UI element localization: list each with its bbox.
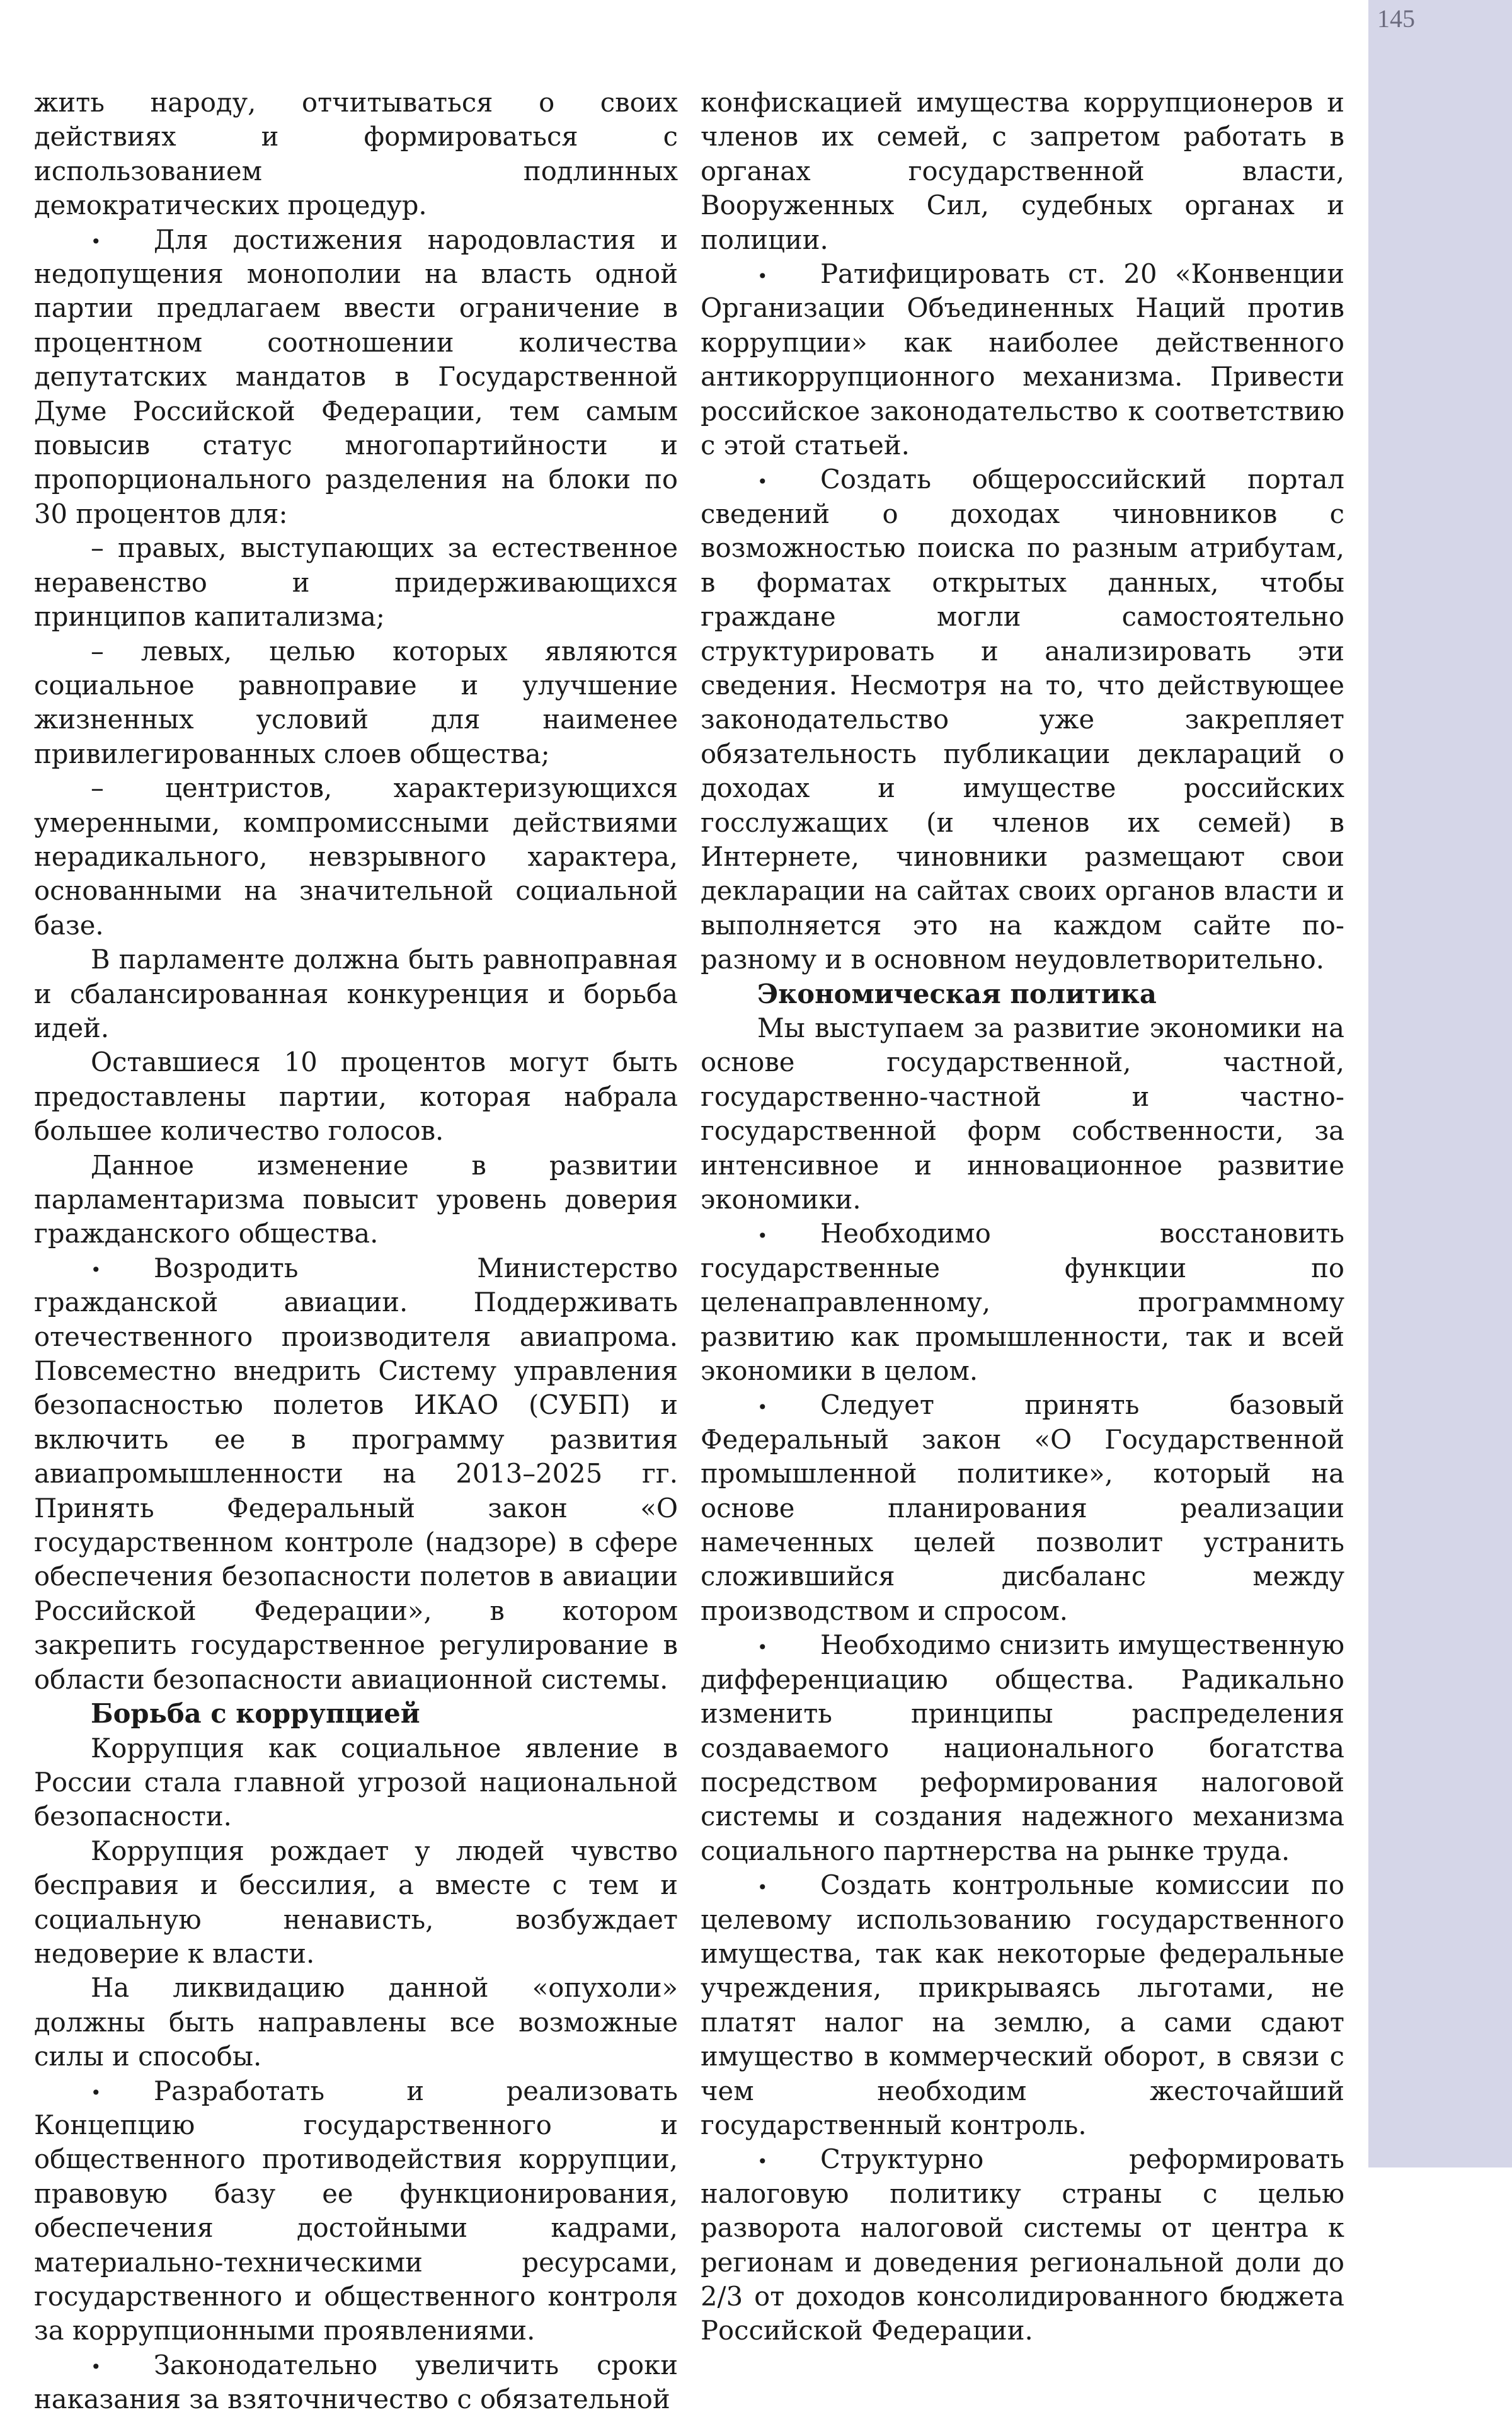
bullet-text: Для достижения народовластия и недопущения монополии на власть одной партии предлагаем ввести ограничение в процентном соотношении количества депутатских мандатов в Государственной Думе Российской Федерации, тем самым повысив статус многопартийности и пропорционального разделения на блоки по 30 процентов для:: [34, 224, 678, 529]
bullet-paragraph: [701, 257, 1344, 462]
bullet-icon: •: [91, 231, 101, 253]
paragraph: конфискацией имущества коррупционеров и членов их семей, с запретом работать в органах государственной власти, Вооруженных Сил, судебных органах и полиции.: [701, 87, 1344, 255]
bullet-icon: •: [91, 2357, 101, 2378]
bullet-paragraph: [34, 2074, 678, 2348]
bullet-paragraph: [34, 223, 678, 532]
dash-item: – центристов, характеризующихся умеренными, компромиссными действиями нерадикального, невзрывного характера, основанными на значительной социальной базе.: [34, 772, 678, 941]
bullet-text: Возродить Министерство гражданской авиации. Поддерживать отечественного производителя авиапрома. Повсеместно внедрить Систему управления безопасностью полетов ИКАО (СУБП) и включить ее в программу развития авиапромышленности на 2013–2025 гг. Принять Федеральный закон «О государственном контроле (надзоре) в сфере обеспечения безопасности полетов в авиации Российской Федерации», в котором закрепить государственное регулирование в области безопасности авиационной системы.: [34, 1252, 678, 1695]
bullet-paragraph: [701, 1388, 1344, 1628]
bullet-icon: •: [757, 2150, 768, 2172]
dash-item: – правых, выступающих за естественное неравенство и придерживающихся принципов капитализма;: [34, 532, 678, 633]
bullet-icon: •: [757, 471, 768, 492]
section-heading: Борьба с коррупцией: [91, 1698, 420, 1730]
bullet-text: Необходимо снизить имущественную дифференциацию общества. Радикально изменить принципы распределения создаваемого национального богатства посредством реформирования налоговой системы и создания надежного механизма социального партнерства на рынке труда.: [701, 1629, 1344, 1866]
bullet-paragraph: [34, 1251, 678, 1697]
bullet-icon: •: [91, 1260, 101, 1281]
left-column: [34, 86, 678, 2417]
bullet-paragraph: [701, 1628, 1344, 1868]
right-column: [701, 86, 1344, 2348]
bullet-paragraph: [701, 2142, 1344, 2348]
page-margin-band: [1368, 0, 1512, 2167]
bullet-paragraph: [701, 1868, 1344, 2142]
bullet-icon: •: [757, 1225, 768, 1246]
bullet-paragraph: [701, 1217, 1344, 1388]
paragraph: Коррупция как социальное явление в России стала главной угрозой национальной безопасности.: [34, 1732, 678, 1832]
bullet-paragraph: [701, 462, 1344, 977]
bullet-icon: •: [757, 1876, 768, 1898]
page-number: 145: [1377, 4, 1415, 33]
paragraph: На ликвидацию данной «опухоли» должны быть направлены все возможные силы и способы.: [34, 1972, 678, 2072]
bullet-paragraph: [34, 2348, 678, 2417]
bullet-text: Следует принять базовый Федеральный закон «О Государственной промышленной политике», который на основе планирования реализации намеченных целей позволит устранить сложившийся дисбаланс между производством и спросом.: [701, 1389, 1344, 1626]
bullet-icon: •: [757, 265, 768, 287]
bullet-text: Необходимо восстановить государственные функции по целенаправленному, программному развитию как промышленности, так и всей экономики в целом.: [701, 1218, 1344, 1387]
bullet-icon: •: [757, 1636, 768, 1658]
paragraph: Оставшиеся 10 процентов могут быть предоставлены партии, которая набрала большее количество голосов.: [34, 1047, 678, 1147]
bullet-text: Законодательно увеличить сроки наказания за взяточничество с обязательной: [34, 2349, 678, 2415]
bullet-text: Создать общероссийский портал сведений о доходах чиновников с возможностью поиска по разным атрибутам, в форматах открытых данных, чтобы граждане могли самостоятельно структурировать и анализировать эти сведения. Несмотря на то, что действующее законодательство уже закрепляет обязательность публикации деклараций о доходах и имуществе российских госслужащих (и членов их семей) в Интернете, чиновники размещают свои декларации на сайтах своих органов власти и выполняется это на каждом сайте по-разному и в основном неудовлетворительно.: [701, 464, 1344, 975]
bullet-icon: •: [757, 1396, 768, 1418]
bullet-text: Разработать и реализовать Концепцию государственного и общественного противодействия коррупции, правовую базу ее функционирования, обеспечения достойными кадрами, материально-техническими ресурсами, государственного и общественного контроля за коррупционными проявлениями.: [34, 2075, 678, 2346]
bullet-text: Ратифицировать ст. 20 «Конвенции Организации Объединенных Наций против коррупции» как наиболее действенного антикоррупционного механизма. Привести российское законодательство к соответствию с этой статьей.: [701, 258, 1344, 461]
dash-item: – левых, целью которых являются социальное равноправие и улучшение жизненных условий для наименее привилегированных слоев общества;: [34, 635, 678, 769]
paragraph: жить народу, отчитываться о своих действиях и формироваться с использованием подлинных демократических процедур.: [34, 87, 678, 221]
paragraph: В парламенте должна быть равноправная и сбалансированная конкуренция и борьба идей.: [34, 944, 678, 1043]
section-heading: Экономическая политика: [757, 978, 1157, 1009]
bullet-icon: •: [91, 2082, 101, 2104]
bullet-text: Структурно реформировать налоговую политику страны с целью разворота налоговой системы от центра к регионам и доведения региональной доли до 2/3 от доходов консолидированного бюджета Российской Федерации.: [701, 2144, 1344, 2346]
paragraph: Мы выступаем за развитие экономики на основе государственной, частной, государственно-частной и частно-государственной форм собственности, за интенсивное и инновационное развитие экономики.: [701, 1012, 1344, 1215]
paragraph: Данное изменение в развитии парламентаризма повысит уровень доверия гражданского общества.: [34, 1149, 678, 1249]
bullet-text: Создать контрольные комиссии по целевому использованию государственного имущества, так как некоторые федеральные учреждения, прикрываясь льготами, не платят налог на землю, а сами сдают имущество в коммерческий оборот, в связи с чем необходим жесточайший государственный контроль.: [701, 1869, 1344, 2140]
paragraph: Коррупция рождает у людей чувство бесправия и бессилия, а вместе с тем и социальную ненависть, возбуждает недоверие к власти.: [34, 1835, 678, 1969]
